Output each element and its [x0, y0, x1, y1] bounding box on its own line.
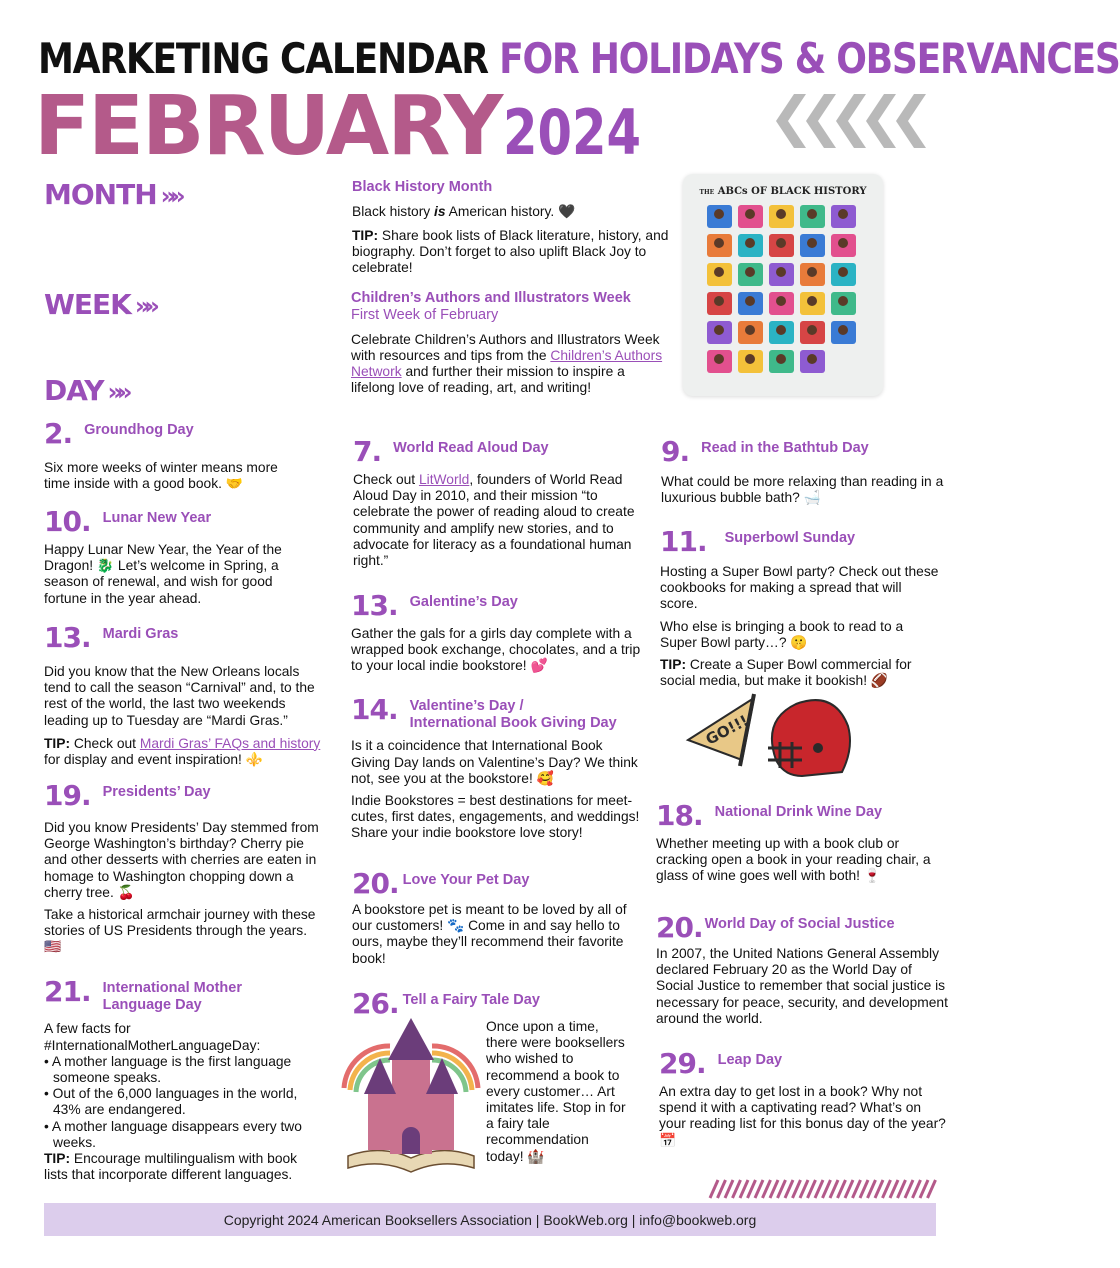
tip-text: for display and event inspiration! ⚜️ [44, 752, 263, 768]
month-event-title: Black History Month [352, 179, 493, 195]
month-event-text [352, 204, 672, 277]
valentines-text-1: Is it a coincidence that International Book Giving Day lands on Valentine’s Day? We think not, see you at the bookstore! 🥰 [351, 738, 638, 786]
title-line-2: International Book Giving Day [409, 714, 617, 731]
chevrons-decoration-icon [776, 90, 926, 152]
hatch-line [808, 1180, 816, 1198]
poster-figure-head [745, 238, 755, 248]
superbowl-text-1: Hosting a Super Bowl party? Check out these cookbooks for making a spread that will score. [660, 564, 939, 612]
hatch-line [725, 1180, 733, 1198]
section-month-arrow-icon: »» [160, 182, 180, 210]
text-part: Celebrate Children’s Authors and Illustrators Week with resources and tips from the [351, 331, 660, 363]
poster-figure-head [745, 209, 755, 219]
year-heading: 2024 [503, 96, 642, 169]
hatch-line [763, 1180, 771, 1198]
poster-figure-head [807, 267, 817, 277]
poster-figure-head [838, 238, 848, 248]
footer [44, 1203, 936, 1236]
event-title: National Drink Wine Day [714, 804, 883, 820]
hatch-line [883, 1180, 891, 1198]
event-title: World Read Aloud Day [393, 440, 549, 456]
hatch-line [868, 1180, 876, 1198]
hatch-line [890, 1180, 898, 1198]
presidents-text-2: Take a historical armchair journey with these stories of US Presidents through the years. 🇺🇸 [44, 907, 316, 955]
tip-label: TIP: [44, 735, 71, 751]
poster-figure-head [838, 209, 848, 219]
hatch-line [718, 1180, 726, 1198]
event-date: 11. [660, 525, 707, 558]
pennant-text: GO!!! [702, 711, 752, 749]
poster-figure-head [807, 238, 817, 248]
text-part: American history. 🖤 [445, 203, 576, 219]
event-date: 2. [44, 417, 73, 450]
hatch-line [710, 1180, 718, 1198]
event-date: 13. [44, 621, 91, 654]
event-fairy-tale-day [352, 987, 642, 1020]
event-date: 26. [352, 987, 399, 1020]
event-text [44, 1021, 320, 1183]
pennant-helmet-illustration-icon [684, 690, 864, 790]
month-heading: FEBRUARY [34, 79, 502, 174]
event-title: Lunar New Year [102, 510, 212, 526]
event-date: 10. [44, 505, 91, 538]
event-galentines-day [351, 589, 643, 675]
event-text: What could be more relaxing than reading in a luxurious bubble bath? 🛁 [661, 474, 944, 506]
event-text: A bookstore pet is meant to be loved by all of our customers! 🐾 Come in and say hello to ours, maybe they’ll recommend their favorite book! [352, 902, 627, 966]
poster-figure-head [714, 267, 724, 277]
presidents-text-1: Did you know Presidents’ Day stemmed from George Washington’s birthday? Cherry pie and other desserts with cherries are eaten in homage to Washington chopping down a cherry tree. 🍒 [44, 820, 319, 900]
event-text: Happy Lunar New Year, the Year of the Dragon! 🐉 Let’s welcome in Spring, a season of renewal, and wish for good fortune in the year ahead. [44, 542, 282, 606]
text-part: Black history [352, 203, 435, 219]
poster-figure-head [807, 354, 817, 364]
section-month-text: MONTH [44, 178, 157, 211]
event-presidents-day [44, 779, 328, 956]
hatch-line [815, 1180, 823, 1198]
event-date: 13. [351, 589, 398, 622]
hatch-line [785, 1180, 793, 1198]
poster-figure-head [807, 296, 817, 306]
poster-figure-head [838, 325, 848, 335]
poster-figure-head [745, 354, 755, 364]
poster-figure-head [776, 209, 786, 219]
event-title: Galentine’s Day [409, 594, 518, 610]
hatch-line [913, 1180, 921, 1198]
section-label-week [44, 288, 154, 321]
hatch-line [860, 1180, 868, 1198]
abcs-black-history-poster [683, 174, 883, 396]
poster-tiles-icon [683, 197, 883, 382]
event-date: 19. [44, 779, 91, 812]
hatch-line [793, 1180, 801, 1198]
tip-label: TIP: [352, 227, 379, 243]
event-text: Whether meeting up with a book club or cracking open a book in your reading chair, a glass of wine goes well with both! 🍷 [656, 836, 931, 884]
poster-figure-head [776, 354, 786, 364]
event-date: 20. [352, 867, 399, 900]
poster-figure-head [807, 325, 817, 335]
event-superbowl-sunday [660, 525, 942, 689]
event-lunar-new-year [44, 505, 304, 607]
hatch-line [905, 1180, 913, 1198]
fairy-tale-text: Once upon a time, there were booksellers who wished to recommend a book to every customer… Art imitates life. Stop in for a fairy tale recommendation today! 🏰 [486, 1019, 626, 1164]
event-valentines-day [351, 693, 641, 842]
event-text: An extra day to get lost in a book? Why not spend it with a captivating read? What’s on your reading list for this bonus day of the year? 📅 [659, 1084, 946, 1148]
event-leap-day [659, 1047, 949, 1149]
event-text [351, 738, 641, 841]
hatch-line [748, 1180, 756, 1198]
event-date: 14. [351, 693, 398, 726]
hatch-line [898, 1180, 906, 1198]
poster-figure-head [745, 296, 755, 306]
week-event-subtitle: First Week of February [351, 306, 499, 323]
header-title-line2 [34, 79, 676, 174]
poster-title-small: THE [699, 189, 715, 196]
section-day-arrow-icon: »» [107, 378, 127, 406]
header-title-line1 [38, 34, 1120, 83]
event-social-justice-day [656, 911, 948, 1027]
castle-book-illustration-icon [340, 1018, 482, 1178]
tip-text: Check out [70, 735, 140, 751]
text-part: Check out [353, 472, 419, 487]
poster-figure-head [745, 325, 755, 335]
poster-figure-head [714, 325, 724, 335]
event-date: 9. [661, 435, 690, 468]
hatch-line [920, 1180, 928, 1198]
hatch-line [928, 1180, 936, 1198]
hatch-line [800, 1180, 808, 1198]
list-item: • Out of the 6,000 languages in the world, 43% are endangered. [44, 1086, 320, 1118]
event-love-your-pet-day [352, 867, 642, 967]
event-date: 20. [656, 911, 703, 944]
week-event [351, 290, 671, 396]
title-line-1: Valentine’s Day / [409, 698, 524, 714]
childrens-authors-network-link[interactable]: Children’s Authors Network [351, 347, 663, 380]
poster-figure-head [776, 238, 786, 248]
event-title: Read in the Bathtub Day [701, 440, 869, 456]
event-date: 29. [659, 1047, 706, 1080]
event-mardi-gras [44, 621, 328, 768]
poster-figure-head [745, 267, 755, 277]
month-event [352, 179, 672, 276]
litworld-link[interactable]: LitWorld [418, 472, 470, 487]
mother-language-intro: A few facts for #InternationalMotherLanguageDay: [44, 1021, 261, 1053]
event-title [410, 698, 617, 731]
event-title: Mardi Gras [102, 626, 179, 642]
event-world-read-aloud-day [353, 435, 643, 569]
mardi-gras-faq-link[interactable]: Mardi Gras’ FAQs and history [139, 735, 321, 751]
mardi-gras-text: Did you know that the New Orleans locals tend to call the season “Carnival” and, to the rest of the world, the last two weekends leading up to Tuesday are “Mardi Gras.” [44, 664, 315, 728]
tip-text: Create a Super Bowl commercial for social media, but make it bookish! 🏈 [660, 657, 912, 689]
poster-title [683, 186, 883, 197]
event-read-in-bathtub-day [661, 435, 951, 506]
event-title: Presidents’ Day [102, 784, 211, 800]
hatch-line [830, 1180, 838, 1198]
section-label-day [44, 374, 127, 407]
event-title: World Day of Social Justice [704, 916, 895, 932]
hatch-line [740, 1180, 748, 1198]
poster-figure-head [714, 238, 724, 248]
tip-text: Encourage multilingualism with book lists that incorporate different languages. [44, 1150, 298, 1183]
hatch-line [823, 1180, 831, 1198]
event-drink-wine-day [656, 799, 946, 885]
tip-text: Share book lists of Black literature, history, and biography. Don’t forget to also uplift Black Joy to celebrate! [352, 227, 669, 276]
event-title: Superbowl Sunday [724, 530, 856, 546]
poster-figure-head [776, 325, 786, 335]
hatch-line [755, 1180, 763, 1198]
header-title-part1: MARKETING CALENDAR [38, 34, 488, 83]
valentines-text-2: Indie Bookstores = best destinations for meet-cutes, first dates, engagements, and weddings! Share your indie bookstore love story! [351, 792, 640, 841]
text-emphasis: is [434, 203, 446, 219]
event-groundhog-day [44, 417, 304, 492]
hatch-line [845, 1180, 853, 1198]
poster-figure-head [714, 296, 724, 306]
poster-title-main: ABCs OF BLACK HISTORY [717, 186, 867, 197]
poster-figure-head [714, 354, 724, 364]
superbowl-text-2: Who else is bringing a book to read to a Super Bowl party…? 🤫 [660, 618, 904, 650]
text-part: and further their mission to inspire a lifelong love of reading, art, and writing! [351, 364, 625, 396]
facts-list [44, 1054, 320, 1151]
hatch-line [838, 1180, 846, 1198]
event-date: 18. [656, 799, 703, 832]
tip-label: TIP: [44, 1150, 71, 1166]
event-title: International Mother Language Day [102, 980, 242, 1013]
hatch-line [853, 1180, 861, 1198]
event-title: Groundhog Day [84, 422, 194, 438]
event-date: 7. [353, 435, 382, 468]
list-item: • A mother language is the first language someone speaks. [44, 1054, 320, 1086]
hatch-line [875, 1180, 883, 1198]
hatch-line [770, 1180, 778, 1198]
event-text: Six more weeks of winter means more time inside with a good book. 🤝 [44, 460, 278, 492]
event-mother-language-day [44, 975, 320, 1183]
event-text: In 2007, the United Nations General Assembly declared February 20 as the World Day of Social Justice to remember that social justice is necessary for peace, security, and development around the world. [656, 946, 948, 1026]
week-event-text [351, 332, 671, 397]
section-day-text: DAY [44, 374, 104, 407]
event-title: Tell a Fairy Tale Day [402, 992, 540, 1008]
section-week-arrow-icon: »» [134, 292, 154, 320]
poster-figure-head [714, 209, 724, 219]
poster-figure-head [838, 267, 848, 277]
poster-figure-head [776, 296, 786, 306]
hatch-line [778, 1180, 786, 1198]
tip-label: TIP: [660, 657, 687, 673]
section-week-text: WEEK [44, 288, 131, 321]
section-label-month [44, 178, 180, 211]
poster-figure-head [776, 267, 786, 277]
event-text [44, 664, 328, 768]
event-title: Leap Day [717, 1052, 783, 1068]
header-title-part2: FOR HOLIDAYS & OBSERVANCES [499, 34, 1120, 83]
footer-text: Copyright 2024 American Booksellers Association | BookWeb.org | info@bookweb.org [223, 1211, 757, 1228]
week-event-title: Children’s Authors and Illustrators Week [351, 290, 631, 306]
event-text [353, 472, 643, 569]
event-date: 21. [44, 975, 91, 1008]
event-text: Gather the gals for a girls day complete with a wrapped book exchange, chocolates, and a trip to your local indie bookstore! 💕 [351, 626, 641, 674]
poster-figure-head [838, 296, 848, 306]
event-text [44, 820, 328, 956]
poster-figure-head [807, 209, 817, 219]
event-title: Love Your Pet Day [402, 872, 530, 888]
list-item: • A mother language disappears every two weeks. [44, 1119, 320, 1151]
event-text [660, 564, 942, 689]
text-part: , founders of World Read Aloud Day in 2010, and their mission “to celebrate the power of reading aloud to create community and amplify new stories, and to advocate for literacy as a foundational human right.” [353, 472, 635, 569]
hatch-decoration-icon [706, 1178, 934, 1200]
hatch-line [733, 1180, 741, 1198]
